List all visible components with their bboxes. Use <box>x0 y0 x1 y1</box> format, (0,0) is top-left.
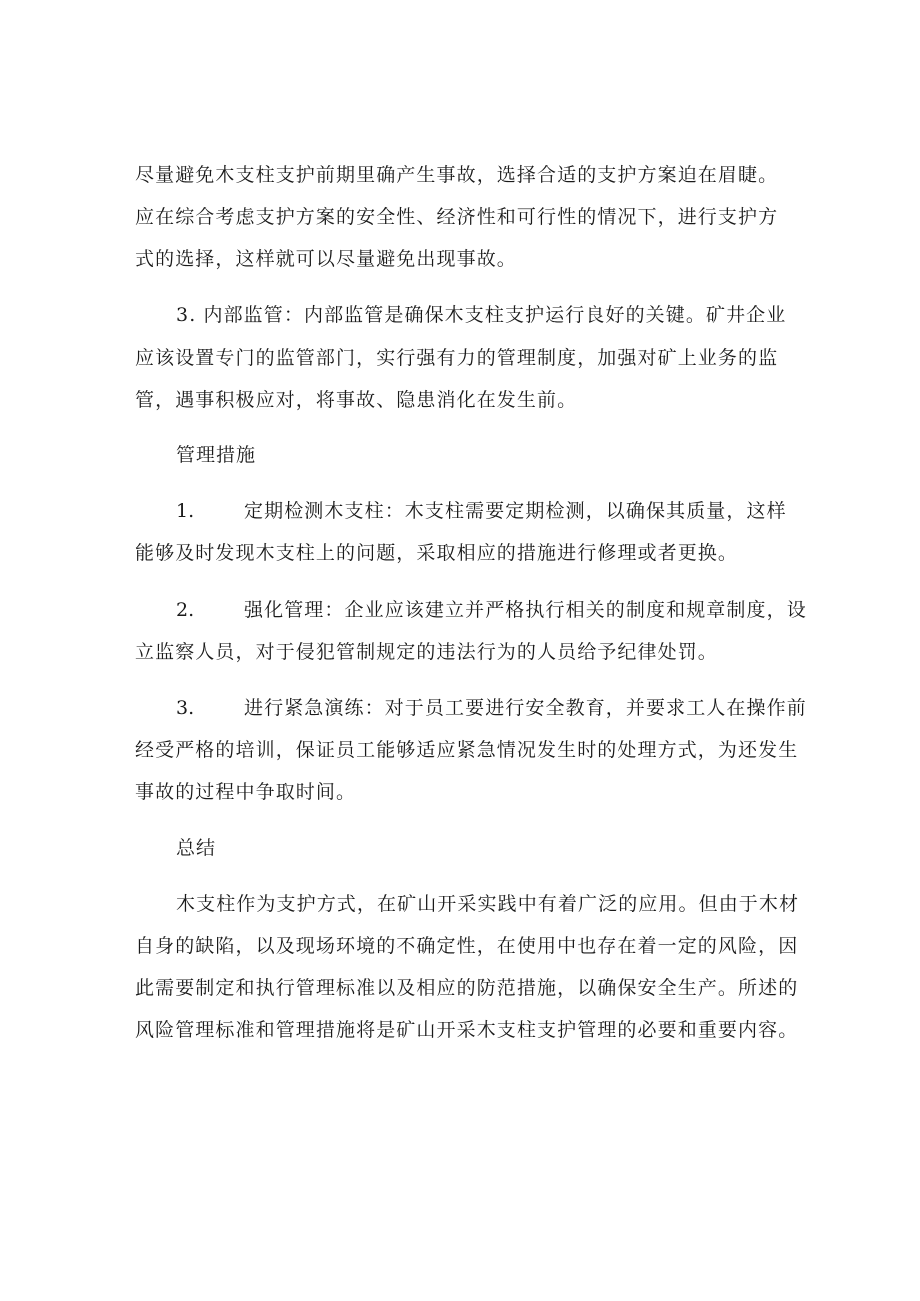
summary-line-3: 此需要制定和执行管理标准以及相应的防范措施，以确保安全生产。所述的 <box>135 977 799 999</box>
paragraph-2-line-3: 管，遇事积极应对，将事故、隐患消化在发生前。 <box>135 389 578 411</box>
paragraph-1-line-1: 尽量避免木支柱支护前期里确产生事故，选择合适的支护方案迫在眉睫。 <box>135 164 779 186</box>
measure-3-line-2: 经受严格的培训，保证员工能够适应紧急情况发生时的处理方式，为还发生 <box>135 739 799 761</box>
measure-2-number: 2. <box>176 599 195 621</box>
section-heading-summary: 总结 <box>176 837 217 859</box>
paragraph-2-line-2: 应该设置专门的监管部门，实行强有力的管理制度，加强对矿上业务的监 <box>135 347 779 369</box>
summary-line-2: 自身的缺陷，以及现场环境的不确定性，在使用中也存在着一定的风险，因 <box>135 935 799 957</box>
measure-1-number: 1. <box>176 500 195 522</box>
paragraph-2-line-1: 3. 内部监管：内部监管是确保木支柱支护运行良好的关键。矿井企业 <box>176 304 787 326</box>
measure-1-line-1: 定期检测木支柱：木支柱需要定期检测，以确保其质量，这样 <box>244 500 787 522</box>
paragraph-1-line-3: 式的选择，这样就可以尽量避免出现事故。 <box>135 248 517 270</box>
summary-line-4: 风险管理标准和管理措施将是矿山开采木支柱支护管理的必要和重要内容。 <box>135 1019 799 1041</box>
measure-3-line-3: 事故的过程中争取时间。 <box>135 781 357 803</box>
measure-3-number: 3. <box>176 697 195 719</box>
paragraph-1-line-2: 应在综合考虑支护方案的安全性、经济性和可行性的情况下，进行支护方 <box>135 206 779 228</box>
measure-1-line-2: 能够及时发现木支柱上的问题，采取相应的措施进行修理或者更换。 <box>135 542 739 564</box>
measure-3-line-1: 进行紧急演练：对于员工要进行安全教育，并要求工人在操作前 <box>244 697 807 719</box>
summary-line-1: 木支柱作为支护方式，在矿山开采实践中有着广泛的应用。但由于木材 <box>176 893 800 915</box>
section-heading-measures: 管理措施 <box>176 444 257 466</box>
measure-2-line-2: 立监察人员，对于侵犯管制规定的违法行为的人员给予纪律处罚。 <box>135 641 718 663</box>
measure-2-line-1: 强化管理：企业应该建立并严格执行相关的制度和规章制度，设 <box>244 599 807 621</box>
